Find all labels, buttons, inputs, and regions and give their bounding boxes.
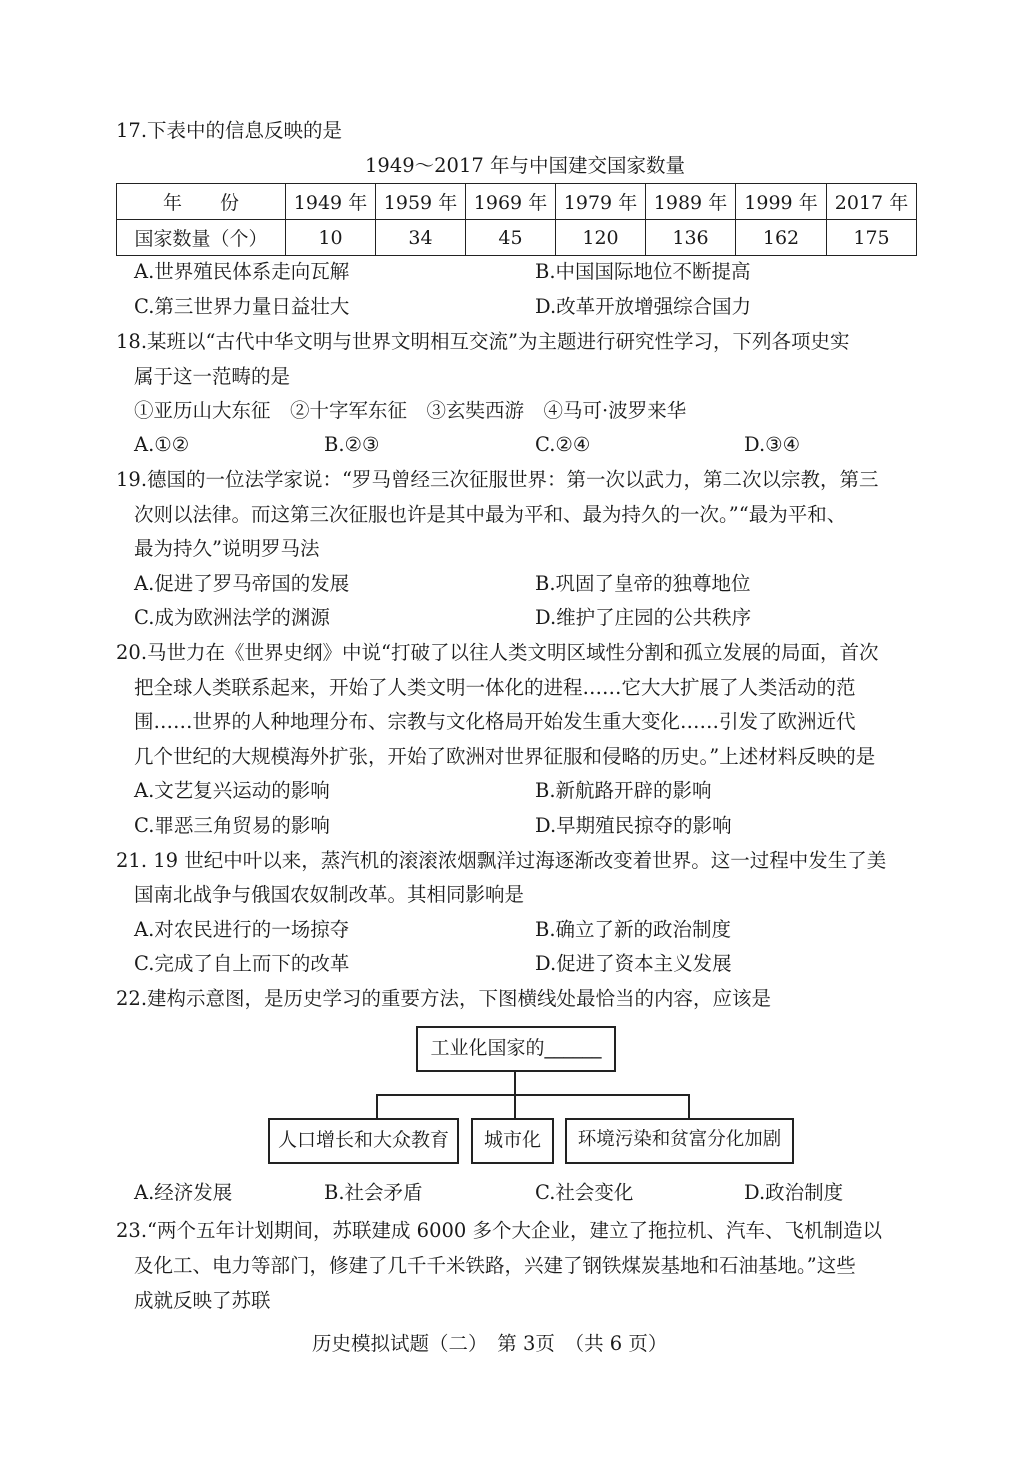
- diagram-top-box: 工业化国家的______: [416, 1026, 616, 1072]
- q20-option-a: A.文艺复兴运动的影响: [134, 779, 330, 802]
- q19-option-c: C.成为欧洲法学的渊源: [134, 606, 330, 629]
- q22-stem: 22.建构示意图，是历史学习的重要方法，下图横线处最恰当的内容，应该是: [116, 987, 772, 1010]
- q21-stem-line1: 21. 19 世纪中叶以来，蒸汽机的滚滚浓烟飘洋过海逐渐改变着世界。这一过程中发生了美: [116, 849, 887, 872]
- q21-stem-line2: 国南北战争与俄国农奴制改革。其相同影响是: [134, 883, 525, 906]
- q18-option-d: D.③④: [744, 433, 801, 456]
- q19-option-d: D.维护了庄园的公共秩序: [535, 606, 752, 629]
- diagram-connector: [376, 1094, 689, 1096]
- table-row-counts: [117, 220, 917, 256]
- count-cell: 34: [376, 220, 466, 256]
- q20-option-d: D.早期殖民掠夺的影响: [535, 814, 732, 837]
- q18-option-a: A.①②: [134, 433, 190, 456]
- q19-option-a: A.促进了罗马帝国的发展: [134, 572, 350, 595]
- q18-stem-line2: 属于这一范畴的是: [134, 365, 291, 388]
- header-label: 年 份: [117, 184, 286, 220]
- q17-option-d: D.改革开放增强综合国力: [535, 295, 752, 318]
- q20-stem-line3: 围……世界的人种地理分布、宗教与文化格局开始发生重大变化……引发了欧洲近代: [134, 710, 856, 733]
- count-cell: 45: [466, 220, 556, 256]
- count-cell: 10: [286, 220, 376, 256]
- year-cell: 1969 年: [466, 184, 556, 220]
- q22-option-a: A.经济发展: [134, 1181, 233, 1204]
- q21-option-b: B.确立了新的政治制度: [535, 918, 732, 941]
- q19-stem-line1: 19.德国的一位法学家说：“罗马曾经三次征服世界：第一次以武力，第二次以宗教，第三: [116, 468, 879, 491]
- year-cell: 1999 年: [736, 184, 827, 220]
- q21-option-d: D.促进了资本主义发展: [535, 952, 732, 975]
- year-cell: 1949 年: [286, 184, 376, 220]
- q22-option-b: B.社会矛盾: [324, 1181, 423, 1204]
- year-cell: 1979 年: [556, 184, 646, 220]
- diagram-connector: [688, 1094, 690, 1118]
- q18-items: ①亚历山大东征 ②十字军东征 ③玄奘西游 ④马可·波罗来华: [134, 399, 687, 422]
- q17-option-b: B.中国国际地位不断提高: [535, 260, 751, 283]
- q17-stem: 17.下表中的信息反映的是: [116, 119, 343, 142]
- q18-option-b: B.②③: [324, 433, 380, 456]
- q22-option-d: D.政治制度: [744, 1181, 844, 1204]
- year-cell: 1959 年: [376, 184, 466, 220]
- q22-option-c: C.社会变化: [535, 1181, 634, 1204]
- q18-stem-line1: 18.某班以“古代中华文明与世界文明相互交流”为主题进行研究性学习，下列各项史实: [116, 330, 850, 353]
- diagram-connector: [376, 1094, 378, 1118]
- count-cell: 120: [556, 220, 646, 256]
- page-footer: 历史模拟试题（二） 第 3页 （共 6 页）: [312, 1332, 668, 1355]
- q17-table-title: 1949～2017 年与中国建交国家数量: [365, 154, 685, 177]
- q20-option-c: C.罪恶三角贸易的影响: [134, 814, 330, 837]
- diagram-connector: [514, 1072, 516, 1095]
- q23-stem-line3: 成就反映了苏联: [134, 1289, 271, 1312]
- q19-stem-line3: 最为持久”说明罗马法: [134, 537, 320, 560]
- q20-option-b: B.新航路开辟的影响: [535, 779, 712, 802]
- diagram-middle-box: 城市化: [471, 1118, 554, 1164]
- count-cell: 136: [646, 220, 736, 256]
- q17-option-c: C.第三世界力量日益壮大: [134, 295, 350, 318]
- q17-option-a: A.世界殖民体系走向瓦解: [134, 260, 350, 283]
- diagram-right-box: 环境污染和贫富分化加剧: [565, 1118, 794, 1164]
- diagram-left-box: 人口增长和大众教育: [268, 1118, 459, 1164]
- q20-stem-line1: 20.马世力在《世界史纲》中说“打破了以往人类文明区域性分割和孤立发展的局面，首次: [116, 641, 879, 664]
- diagram-connector: [514, 1094, 516, 1118]
- year-cell: 1989 年: [646, 184, 736, 220]
- q19-stem-line2: 次则以法律。而这第三次征服也许是其中最为平和、最为持久的一次。”“最为平和、: [134, 503, 847, 526]
- q20-stem-line4: 几个世纪的大规模海外扩张，开始了欧洲对世界征服和侵略的历史。”上述材料反映的是: [134, 745, 876, 768]
- q19-option-b: B.巩固了皇帝的独尊地位: [535, 572, 751, 595]
- q17-year-table: [116, 183, 917, 256]
- year-cell: 2017 年: [827, 184, 917, 220]
- table-row-years: [117, 184, 917, 220]
- row-label: 国家数量（个）: [117, 220, 286, 256]
- q23-stem-line2: 及化工、电力等部门，修建了几千千米铁路，兴建了钢铁煤炭基地和石油基地。”这些: [134, 1254, 856, 1277]
- q21-option-c: C.完成了自上而下的改革: [134, 952, 350, 975]
- q23-stem-line1: 23.“两个五年计划期间，苏联建成 6000 多个大企业，建立了拖拉机、汽车、飞机制造以: [116, 1219, 883, 1242]
- count-cell: 162: [736, 220, 827, 256]
- q18-option-c: C.②④: [535, 433, 591, 456]
- q20-stem-line2: 把全球人类联系起来，开始了人类文明一体化的进程……它大大扩展了人类活动的范: [134, 676, 856, 699]
- count-cell: 175: [827, 220, 917, 256]
- q21-option-a: A.对农民进行的一场掠夺: [134, 918, 350, 941]
